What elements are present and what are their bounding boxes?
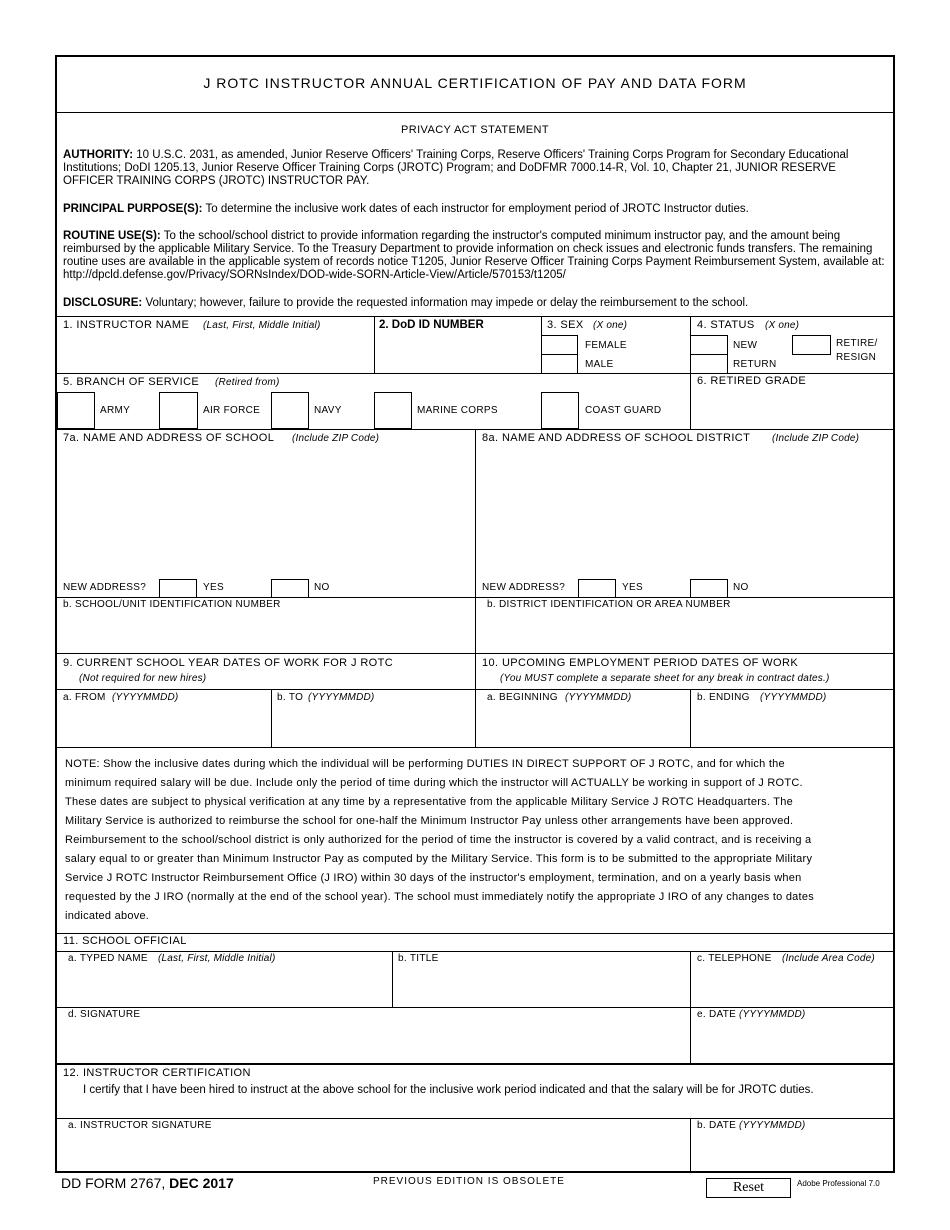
instructor-name-hint: (Last, First, Middle Initial) (203, 320, 321, 331)
district-id-field[interactable] (476, 598, 893, 653)
status-label: 4. STATUS (697, 319, 755, 331)
disclosure-text: Voluntary; however, failure to provide the requested information may impede or delay the reimbursement to the school. (145, 297, 749, 309)
ending-date-label: b. ENDING (697, 692, 750, 703)
branch-hint: (Retired from) (215, 377, 280, 388)
instructor-signature-label: a. INSTRUCTOR SIGNATURE (68, 1120, 212, 1131)
official-signature-label: d. SIGNATURE (68, 1009, 141, 1020)
adobe-version: Adobe Professional 7.0 (797, 1179, 880, 1188)
upcoming-dates-label: 10. UPCOMING EMPLOYMENT PERIOD DATES OF WORK (482, 657, 799, 669)
status-new-label: NEW (733, 340, 758, 351)
divider (57, 112, 893, 113)
branch-coastguard-label: COAST GUARD (585, 405, 662, 416)
school-new-address-label: NEW ADDRESS? (63, 582, 147, 593)
sex-label: 3. SEX (547, 319, 584, 331)
official-name-label: a. TYPED NAME (68, 953, 148, 964)
note-line: These dates are subject to physical verification at any time by a representative from the applicable Military Service J ROTC Headquarters. The (65, 796, 794, 808)
official-telephone-hint: (Include Area Code) (782, 953, 875, 964)
school-address-label: 7a. NAME AND ADDRESS OF SCHOOL (63, 432, 275, 444)
to-date-hint: (YYYYMMDD) (308, 692, 375, 703)
routine-label: ROUTINE USE(S): (63, 230, 161, 242)
dod-id-field[interactable] (375, 316, 541, 373)
official-name-hint: (Last, First, Middle Initial) (158, 953, 276, 964)
official-name-field[interactable] (57, 952, 392, 1007)
certification-text: I certify that I have been hired to instruct at the above school for the inclusive work period indicated and that the salary will be for JROTC duties. (83, 1084, 814, 1096)
status-hint: (X one) (765, 320, 800, 331)
note-line: indicated above. (65, 910, 150, 922)
instructor-name-field[interactable] (57, 316, 375, 373)
instructor-date-field[interactable] (691, 1119, 893, 1173)
sex-female-checkbox[interactable] (541, 335, 578, 355)
official-date-label: e. DATE (697, 1009, 737, 1020)
privacy-heading: PRIVACY ACT STATEMENT (401, 124, 549, 136)
note-line: Military Service is authorized to reimburse the school for one-half the Minimum Instructor Pay unless other arrangements have been approved. (65, 815, 794, 827)
obsolete-notice: PREVIOUS EDITION IS OBSOLETE (373, 1176, 565, 1187)
status-resign-label: RESIGN (836, 352, 877, 363)
beginning-date-field[interactable] (476, 690, 690, 747)
district-new-address-yes-checkbox[interactable] (578, 579, 616, 598)
official-telephone-field[interactable] (691, 952, 893, 1007)
district-new-address-label: NEW ADDRESS? (482, 582, 566, 593)
official-date-hint: (YYYYMMDD) (739, 1009, 806, 1020)
branch-marines-checkbox[interactable] (374, 392, 412, 429)
school-no-label: NO (314, 582, 330, 593)
sex-male-label: MALE (585, 359, 614, 370)
ending-date-hint: (YYYYMMDD) (760, 692, 827, 703)
note-line: salary equal to or greater than Minimum Instructor Pay as computed by the Military Service. This form is to be submitted to the appropriate Military (65, 853, 813, 865)
current-dates-label: 9. CURRENT SCHOOL YEAR DATES OF WORK FOR J ROTC (63, 657, 394, 669)
note-line: NOTE: Show the inclusive dates during which the individual will be performing DUTIES IN DIRECT SUPPORT OF J ROTC, and for which the (65, 758, 785, 770)
sex-female-label: FEMALE (585, 340, 627, 351)
school-new-address-yes-checkbox[interactable] (159, 579, 197, 598)
upcoming-dates-hint: (You MUST complete a separate sheet for any break in contract dates.) (500, 673, 830, 684)
district-id-label: b. DISTRICT IDENTIFICATION OR AREA NUMBER (487, 599, 731, 610)
district-yes-label: YES (622, 582, 643, 593)
current-dates-hint: (Not required for new hires) (79, 673, 207, 684)
branch-airforce-checkbox[interactable] (159, 392, 198, 429)
note-line: Service J ROTC Instructor Reimbursement Office (J IRO) within 30 days of the instructor's employment, termination, and on a yearly basis when (65, 872, 802, 884)
school-address-field[interactable] (57, 429, 475, 579)
official-telephone-label: c. TELEPHONE (697, 953, 772, 964)
authority-label: AUTHORITY: (63, 149, 134, 161)
branch-navy-label: NAVY (314, 405, 342, 416)
from-date-label: a. FROM (63, 692, 106, 703)
dd-form-2767 (55, 55, 895, 1173)
from-date-field[interactable] (57, 690, 271, 747)
branch-army-checkbox[interactable] (57, 392, 95, 429)
school-id-field[interactable] (57, 598, 475, 653)
school-id-label: b. SCHOOL/UNIT IDENTIFICATION NUMBER (63, 599, 281, 610)
divider (57, 1063, 893, 1065)
school-address-hint: (Include ZIP Code) (292, 433, 380, 444)
branch-navy-checkbox[interactable] (271, 392, 309, 429)
instructor-signature-field[interactable] (57, 1119, 690, 1173)
sex-male-checkbox[interactable] (541, 354, 578, 374)
school-yes-label: YES (203, 582, 224, 593)
district-no-label: NO (733, 582, 749, 593)
purpose-label: PRINCIPAL PURPOSE(S): (63, 203, 203, 215)
branch-marines-label: MARINE CORPS (417, 405, 498, 416)
district-new-address-no-checkbox[interactable] (690, 579, 728, 598)
official-signature-field[interactable] (57, 1008, 690, 1063)
form-number: DD FORM 2767, DEC 2017 (61, 1175, 234, 1191)
instructor-certification-label: 12. INSTRUCTOR CERTIFICATION (63, 1067, 251, 1079)
school-official-label: 11. SCHOOL OFFICIAL (63, 935, 187, 947)
district-address-field[interactable] (476, 429, 893, 579)
instructor-date-hint: (YYYYMMDD) (739, 1120, 806, 1131)
routine-text: To the school/school district to provide information regarding the instructor's computed minimum instructor pay, and the amount being reimbursed by the applicable Military Service. To the Treasury Department to provide information on check issues and electronic funds transfers. The remaining routine uses are available in the applicable system of records notice T1205, Junior Reserve Officer Training Corps Payment Reimbursement System, available at: http://dpcld.defense.gov/Privacy/SORNsIndex/DOD-wide-SORN-Article-View/Article/570153/t1205/ (63, 230, 885, 281)
status-new-checkbox[interactable] (690, 335, 728, 355)
school-new-address-no-checkbox[interactable] (271, 579, 309, 598)
form-title: J ROTC INSTRUCTOR ANNUAL CERTIFICATION OF PAY AND DATA FORM (203, 75, 747, 91)
to-date-field[interactable] (272, 690, 475, 747)
ending-date-field[interactable] (691, 690, 893, 747)
dod-id-label: 2. DoD ID NUMBER (379, 319, 484, 331)
divider (57, 933, 893, 934)
official-title-field[interactable] (393, 952, 690, 1007)
district-address-label: 8a. NAME AND ADDRESS OF SCHOOL DISTRICT (482, 432, 751, 444)
status-retire-checkbox[interactable] (792, 335, 831, 355)
status-return-label: RETURN (733, 359, 777, 370)
retired-grade-field[interactable] (691, 373, 893, 429)
divider (57, 653, 893, 654)
sex-hint: (X one) (593, 320, 628, 331)
official-title-label: b. TITLE (398, 953, 439, 964)
note-line: Reimbursement to the school/school district is only authorized for the period of time the instructor is covered by a valid contract, and is receiving a (65, 834, 812, 846)
branch-airforce-label: AIR FORCE (203, 405, 261, 416)
divider (57, 747, 893, 748)
privacy-statement (63, 149, 889, 310)
branch-coastguard-checkbox[interactable] (541, 392, 579, 429)
disclosure-label: DISCLOSURE: (63, 297, 143, 309)
note-line: requested by the J IRO (normally at the end of the school year). The school must immediately notify the appropriate J IRO of any changes to dates (65, 891, 814, 903)
reset-button[interactable]: Reset (706, 1178, 791, 1198)
district-address-hint: (Include ZIP Code) (772, 433, 860, 444)
instructor-name-label: 1. INSTRUCTOR NAME (63, 319, 190, 331)
instructor-date-label: b. DATE (697, 1120, 737, 1131)
note-text (65, 755, 891, 926)
beginning-date-hint: (YYYYMMDD) (565, 692, 632, 703)
note-line: minimum required salary will be due. Include only the period of time during which the instructor will ACTUALLY be working in support of J ROTC. (65, 777, 803, 789)
beginning-date-label: a. BEGINNING (487, 692, 558, 703)
branch-label: 5. BRANCH OF SERVICE (63, 376, 200, 388)
to-date-label: b. TO (277, 692, 304, 703)
from-date-hint: (YYYYMMDD) (112, 692, 179, 703)
status-retire-label: RETIRE/ (836, 338, 878, 349)
branch-army-label: ARMY (100, 405, 131, 416)
official-date-field[interactable] (691, 1008, 893, 1063)
authority-text: 10 U.S.C. 2031, as amended, Junior Reserve Officers' Training Corps, Reserve Officers' Training Corps Program for Secondary Educational Institutions; DoDI 1205.13, Junior Reserve Officer Training Corps (JROTC) Program; and DoDFMR 7000.14-R, Vol. 10, Chapter 21, JUNIOR RESERVE OFFICER TRAINING CORPS (JROTC) INSTRUCTOR PAY. (63, 149, 849, 187)
purpose-text: To determine the inclusive work dates of each instructor for employment period of JROTC Instructor duties. (205, 203, 749, 215)
status-return-checkbox[interactable] (690, 354, 728, 374)
retired-grade-label: 6. RETIRED GRADE (697, 375, 807, 387)
